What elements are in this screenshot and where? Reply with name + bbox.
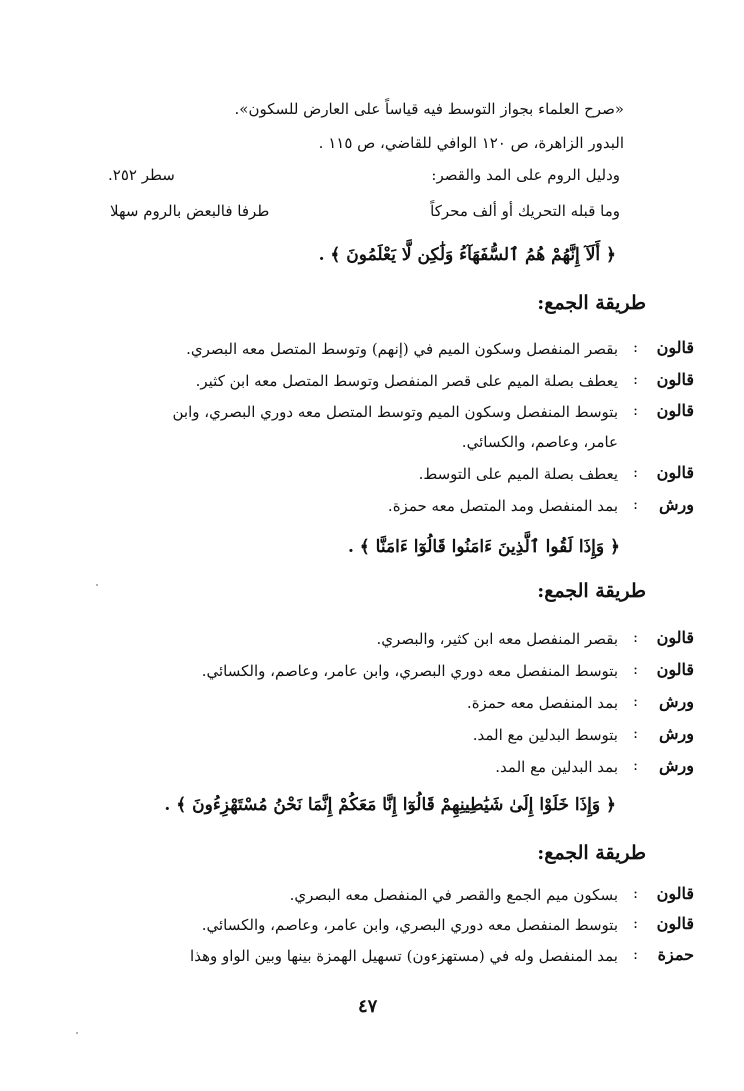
section-heading-1: طريقة الجمع:: [537, 292, 646, 314]
separator-colon: :: [632, 401, 638, 419]
poem-first-hemistich: وما قبله التحريك أو ألف محركاً: [430, 202, 620, 220]
reader-name: ورش: [659, 724, 694, 743]
reading-description: بتوسط المنفصل معه دوري البصري، وابن عامر، وعاصم، والكسائي.: [201, 916, 618, 934]
reader-name: قالون: [656, 628, 694, 647]
separator-colon: :: [632, 370, 638, 388]
separator-colon: :: [632, 756, 638, 774]
separator-colon: :: [632, 463, 638, 481]
reader-name: حمزة: [657, 945, 694, 964]
separator-colon: :: [632, 495, 638, 513]
scan-speck: [96, 584, 98, 586]
page-number: ٤٧: [358, 996, 378, 1017]
reader-name: قالون: [656, 401, 694, 420]
reading-description: بتوسط البدلين مع المد.: [472, 726, 618, 744]
poem-second-hemistich: طرفا فالبعض بالروم سهلا: [110, 202, 270, 220]
scan-speck: [76, 1032, 78, 1034]
section-heading-3: طريقة الجمع:: [537, 842, 646, 864]
reference-line: البدور الزاهرة، ص ١٢٠ الوافي للقاضي، ص ١١٥ .: [318, 134, 624, 152]
quran-verse-2: ﴿ وَإِذَا لَقُوا ٱلَّذِينَ ءَامَنُوا قَالُوٓا ءَامَنَّا ﴾ .: [347, 537, 620, 557]
reading-description: بتوسط المنفصل معه دوري البصري، وابن عامر، وعاصم، والكسائي.: [201, 662, 618, 680]
reader-name: ورش: [659, 692, 694, 711]
reading-description: بمد المنفصل معه حمزة.: [466, 694, 618, 712]
reader-name: قالون: [656, 660, 694, 679]
reading-description: يعطف بصلة الميم على قصر المنفصل وتوسط المتصل معه ابن كثير.: [195, 372, 618, 390]
reader-name: قالون: [656, 338, 694, 357]
reader-name: ورش: [659, 495, 694, 514]
reading-description: بقصر المنفصل وسكون الميم في (إنهم) وتوسط المتصل معه البصري.: [186, 340, 618, 358]
reader-name: قالون: [656, 884, 694, 903]
quote-line: «صرح العلماء بجواز التوسط فيه قياساً على العارض للسكون».: [234, 100, 624, 118]
quran-verse-1: ﴿ أَلَآ إِنَّهُمْ هُمُ ٱلسُّفَهَآءُ وَلَٰكِن لَّا يَعْلَمُونَ ﴾ .: [318, 245, 616, 265]
section-heading-2: طريقة الجمع:: [537, 580, 646, 602]
separator-colon: :: [632, 914, 638, 932]
reader-name: قالون: [656, 463, 694, 482]
separator-colon: :: [632, 884, 638, 902]
reader-name: قالون: [656, 370, 694, 389]
reader-name: قالون: [656, 914, 694, 933]
reading-description: يعطف بصلة الميم على التوسط.: [418, 465, 618, 483]
reading-description: بمد المنفصل ومد المتصل معه حمزة.: [387, 497, 618, 515]
separator-colon: :: [632, 628, 638, 646]
evidence-line-ref: سطر ٢٥٢.: [108, 166, 175, 184]
reader-name: ورش: [659, 756, 694, 775]
reading-description: بقصر المنفصل معه ابن كثير، والبصري.: [376, 630, 618, 648]
reading-description: بمد البدلين مع المد.: [495, 758, 618, 776]
reading-description: بسكون ميم الجمع والقصر في المنفصل معه البصري.: [289, 886, 618, 904]
reading-description: بمد المنفصل وله في (مستهزءون) تسهيل الهمزة بينها وبين الواو وهذا: [190, 947, 618, 965]
separator-colon: :: [632, 660, 638, 678]
quran-verse-3: ﴿ وَإِذَا خَلَوْا إِلَىٰ شَيَٰطِينِهِمْ قَالُوٓا إِنَّا مَعَكُمْ إِنَّمَا نَحْنُ مُسْتَهْزِءُونَ ﴾ .: [164, 795, 616, 815]
separator-colon: :: [632, 692, 638, 710]
evidence-line-label: ودليل الروم على المد والقصر:: [431, 166, 620, 184]
separator-colon: :: [632, 724, 638, 742]
separator-colon: :: [632, 945, 638, 963]
separator-colon: :: [632, 338, 638, 356]
reading-description-continued: عامر، وعاصم، والكسائي.: [461, 433, 618, 451]
reading-description: بتوسط المنفصل وسكون الميم وتوسط المتصل معه دوري البصري، وابن: [172, 403, 618, 421]
